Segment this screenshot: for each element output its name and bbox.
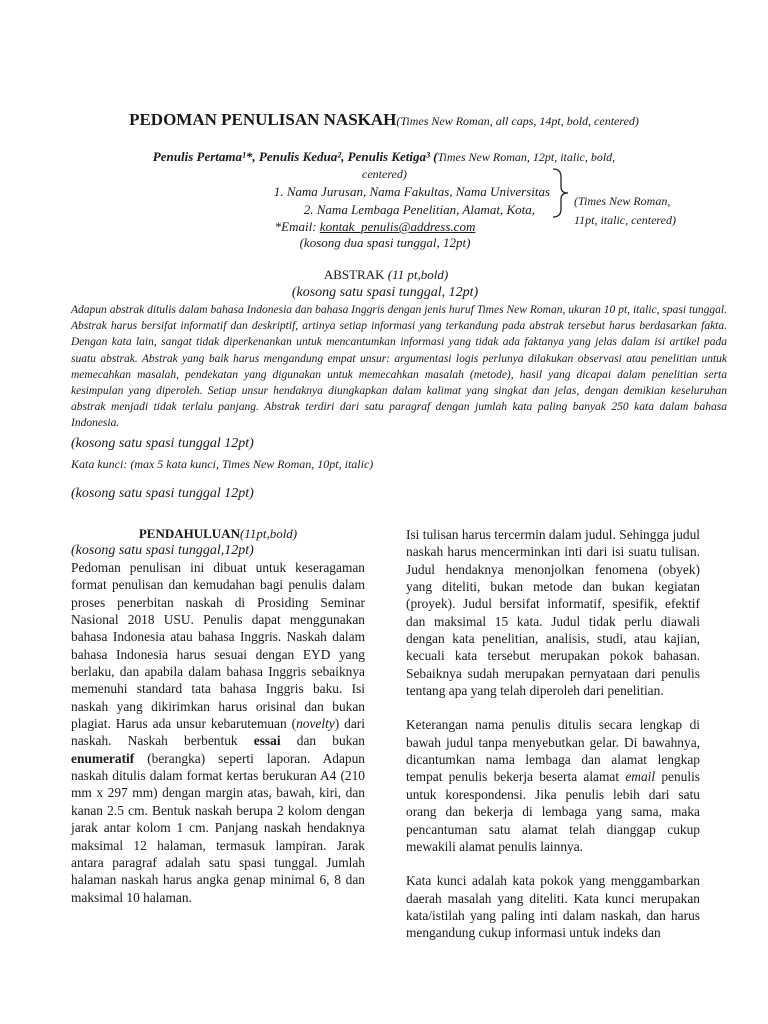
intro-heading-note: (11pt,bold) [239,526,298,541]
intro-heading [71,526,365,542]
author-line [0,149,768,165]
author-format-note: Times New Roman, 12pt, italic, bold, [437,150,616,164]
spacing-note-double: (kosong dua spasi tunggal, 12pt) [299,235,471,250]
author-format-note-cont: centered) [362,167,407,181]
intro-paragraph-3: Keterangan nama penulis ditulis secara lengkap di bawah judul tanpa menyebutkan gelar. Di bawahnya, dicantumkan nama lembaga dan alamat lengkap tempat penulis bekerja beserta alamat email penulis untuk korespondensi. Jika penulis lebih dari satu orang dan bekerja di lembaga yang sama, maka pencantuman satu alamat telah dianggap cukup mewakili alamat penulis lainnya. [406,717,700,854]
affiliation-1: 1. Nama Jurusan, Nama Fakultas, Nama Universitas [273,184,550,199]
affiliation-format-note-line2: 11pt, italic, centered) [574,213,676,227]
affiliation-2: 2. Nama Lembaga Penelitian, Alamat, Kota, [303,202,535,217]
curly-brace-icon [551,168,575,218]
spacing-note-after-abstract: (kosong satu spasi tunggal 12pt) [71,436,254,451]
title-main: PEDOMAN PENULISAN NASKAH [129,110,397,129]
page-title [0,110,768,130]
author-names: Penulis Pertama¹*, Penulis Kedua², Penulis Ketiga³ ( [152,149,438,164]
affiliation-format-note [574,192,676,230]
abstract-heading [0,267,768,283]
abstract-heading-note: (11 pt,bold) [387,267,449,282]
novelty-term: novelty [296,716,335,732]
email-label: *Email: [274,219,320,234]
abstract-heading-label: ABSTRAK [323,267,388,282]
keywords-text: Kata kunci: (max 5 kata kunci, Times New Roman, 10pt, italic) [71,457,374,471]
email-term: email [625,769,656,785]
intro-paragraph-1: Pedoman penulisan ini dibuat untuk keseragaman format penulisan dan kemudahan bagi penulis dalam proses penerbitan naskah di Prosiding Seminar Nasional 2018 USU. Penulis dapat menggunakan bahasa Indonesia atau bahasa Inggris. Naskah dalam bahasa Indonesia harus sesuai dengan EYD yang berlaku, dan apabila dalam bahasa Inggris sebaiknya memenuhi standard tata bahasa Inggris baku. Isi naskah yang dikirimkan harus orisinal dan bukan plagiat. Harus ada unsur kebarutemuan (novelty) dari naskah. Naskah berbentuk essai dan bukan enumeratif (berangka) seperti laporan. Adapun naskah ditulis dalam format kertas berukuran A4 (210 mm x 297 mm) dengan margin atas, bawah, kiri, dan kanan 2.5 cm. Bentuk naskah berupa 2 kolom dengan jarak antar kolom 1 cm. Panjang naskah hendaknya maksimal 12 halaman, termasuk lampiran. Jarak antara paragraf adalah satu spasi tunggal. Jumlah halaman naskah harus angka genap minimal 6, 8 dan maksimal 10 halaman. [71,560,365,905]
intro-paragraph-2: Isi tulisan harus tercermin dalam judul. Sehingga judul naskah harus mencerminkan inti dari isi suatu tulisan. Judul hendaknya menonjolkan fenomena (obyek) yang diteliti, bukan metode dan bukan kegiatan (proyek). Judul bersifat informatif, spesifik, efektif dan maksimal 15 kata. Judul tidak perlu diawali dengan kata penelitian, analisis, studi, atau kajian, kecuali kata tersebut merupakan pokok bahasan. Sebaiknya sudah merupakan pernyataan dari penulis tentang apa yang telah diperoleh dari penelitian. [406,527,700,699]
email-link[interactable]: kontak_penulis@address.com [319,219,476,234]
right-column [406,526,700,942]
affiliation-format-note-line1: (Times New Roman, [574,194,671,208]
title-format-note: (Times New Roman, all caps, 14pt, bold, centered) [396,114,639,128]
spacing-note-intro: (kosong satu spasi tunggal,12pt) [71,543,254,558]
intro-heading-label: PENDAHULUAN [138,526,240,541]
essai-term: essai [253,733,281,749]
spacing-note-abstract: (kosong satu spasi tunggal, 12pt) [291,285,479,300]
intro-paragraph-4: Kata kunci adalah kata pokok yang menggambarkan daerah masalah yang diteliti. Kata kunci merupakan kata/istilah yang paling inti dalam naskah, dan harus mengandung cukup informasi untuk indeks dan [406,873,700,941]
spacing-note-after-keywords: (kosong satu spasi tunggal 12pt) [71,486,254,501]
abstract-text: Adapun abstrak ditulis dalam bahasa Indonesia dan bahasa Inggris dengan jenis huruf Times New Roman, ukuran 10 pt, italic, spasi tunggal. Abstrak harus bersifat informatif dan deskriptif, artinya setiap informasi yang terkandung pada abstrak tersebut harus berdasarkan fakta. Dengan kata lain, sangat tidak diperkenankan untuk mencantumkan informasi yang tidak ada faktanya yang jelas dalam isi artikel pada suatu abstrak. Abstrak yang baik harus mengandung empat unsur: argumentasi logis perlunya dilakukan observasi atau penelitian untuk memecahkan masalah, pendekatan yang digunakan untuk memecahkan masalah (metode), hasil yang dicapai dalam penelitian serta kesimpulan yang diperoleh. Setiap unsur hendaknya diungkapkan dalam kalimat yang singkat dan jelas, dengan demikian keseluruhan abstrak menjadi tidak terlalu panjang. Abstrak terdiri dari satu paragraf dengan jumlah kata paling banyak 250 kata dalam bahasa Indonesia. [71,304,727,430]
left-column [71,526,365,906]
enumeratif-term: enumeratif [71,750,135,766]
